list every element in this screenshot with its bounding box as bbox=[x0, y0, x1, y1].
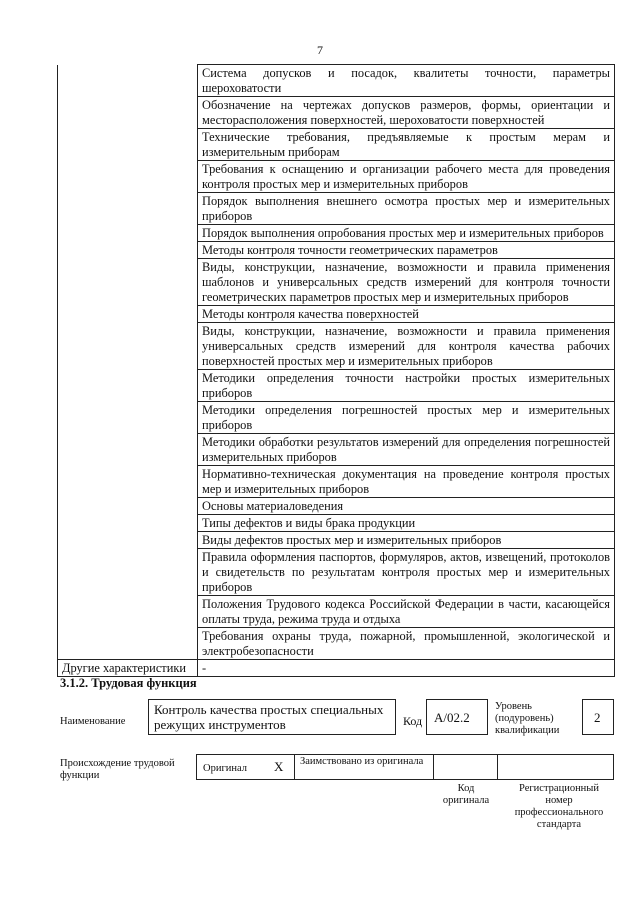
knowledge-item: Методики определения погрешностей простых мер и измерительных приборов bbox=[198, 402, 615, 434]
knowledge-row bbox=[58, 129, 615, 161]
knowledge-row bbox=[58, 259, 615, 306]
knowledge-item: Виды, конструкции, назначение, возможности и правила применения универсальных средств измерений для контроля качества рабочих поверхностей простых мер и измерительных приборов bbox=[198, 323, 615, 370]
origin-label: Происхождение трудовой функции bbox=[60, 758, 175, 781]
knowledge-row bbox=[58, 532, 615, 549]
knowledge-item: Виды дефектов простых мер и измерительных приборов bbox=[198, 532, 615, 549]
knowledge-row-blank bbox=[58, 498, 198, 515]
knowledge-row-blank bbox=[58, 532, 198, 549]
knowledge-row-blank bbox=[58, 225, 198, 242]
knowledge-row bbox=[58, 242, 615, 259]
knowledge-item: Порядок выполнения внешнего осмотра простых мер и измерительных приборов bbox=[198, 193, 615, 225]
other-characteristics-row bbox=[58, 660, 615, 677]
code-label: Код bbox=[403, 714, 423, 728]
knowledge-item: Правила оформления паспортов, формуляров, актов, извещений, протоколов и свидетельств по результатам контроля простых мер и измерительных приборов bbox=[198, 549, 615, 596]
knowledge-item: Основы материаловедения bbox=[198, 498, 615, 515]
knowledge-item: Нормативно-техническая документация на проведение контроля простых мер и измерительных приборов bbox=[198, 466, 615, 498]
knowledge-row bbox=[58, 225, 615, 242]
origin-code-caption: Код оригинала bbox=[442, 783, 490, 806]
knowledge-item: Положения Трудового кодекса Российской Федерации в части, касающейся оплаты труда, режима труда и отдыха bbox=[198, 596, 615, 628]
other-characteristics-value: - bbox=[198, 660, 615, 677]
original-label: Оригинал bbox=[203, 763, 247, 774]
knowledge-item: Требования к оснащению и организации рабочего места для проведения контроля простых мер и измерительных приборов bbox=[198, 161, 615, 193]
other-characteristics-label: Другие характеристики bbox=[58, 660, 198, 677]
knowledge-row bbox=[58, 323, 615, 370]
name-value: Контроль качества простых специальных режущих инструментов bbox=[154, 702, 384, 732]
knowledge-row bbox=[58, 306, 615, 323]
knowledge-row-blank bbox=[58, 129, 198, 161]
knowledge-row-blank bbox=[58, 549, 198, 596]
page-number: 7 bbox=[317, 43, 323, 57]
knowledge-row bbox=[58, 466, 615, 498]
knowledge-item: Методы контроля точности геометрических параметров bbox=[198, 242, 615, 259]
knowledge-row-blank bbox=[58, 161, 198, 193]
knowledge-item: Типы дефектов и виды брака продукции bbox=[198, 515, 615, 532]
knowledge-item: Технические требования, предъявляемые к простым мерам и измерительным приборам bbox=[198, 129, 615, 161]
knowledge-row-blank bbox=[58, 370, 198, 402]
knowledge-row-blank bbox=[58, 306, 198, 323]
knowledge-item: Порядок выполнения опробования простых мер и измерительных приборов bbox=[198, 225, 615, 242]
knowledge-row bbox=[58, 549, 615, 596]
knowledge-row bbox=[58, 65, 615, 97]
level-box bbox=[582, 699, 614, 735]
knowledge-row bbox=[58, 193, 615, 225]
knowledge-item: Методы контроля качества поверхностей bbox=[198, 306, 615, 323]
origin-box bbox=[196, 754, 614, 780]
knowledge-row bbox=[58, 434, 615, 466]
knowledge-row-blank bbox=[58, 323, 198, 370]
knowledge-item: Методики определения точности настройки простых измерительных приборов bbox=[198, 370, 615, 402]
knowledge-row-blank bbox=[58, 628, 198, 660]
knowledge-row-blank bbox=[58, 434, 198, 466]
knowledge-row bbox=[58, 370, 615, 402]
knowledge-row bbox=[58, 402, 615, 434]
reg-number-caption: Регистрационный номер профессионального стандарта bbox=[514, 783, 604, 830]
knowledge-item: Методики обработки результатов измерений для определения погрешностей измерительных приборов bbox=[198, 434, 615, 466]
section-heading: 3.1.2. Трудовая функция bbox=[60, 676, 197, 690]
knowledge-item: Требования охраны труда, пожарной, промышленной, экологической и электробезопасности bbox=[198, 628, 615, 660]
name-box bbox=[148, 699, 396, 735]
knowledge-row-blank bbox=[58, 259, 198, 306]
knowledge-row bbox=[58, 498, 615, 515]
knowledge-row-blank bbox=[58, 466, 198, 498]
knowledge-row-blank bbox=[58, 596, 198, 628]
knowledge-row bbox=[58, 628, 615, 660]
knowledge-item: Обозначение на чертежах допусков размеров, формы, ориентации и месторасположения поверхностей, шероховатости поверхностей bbox=[198, 97, 615, 129]
level-value: 2 bbox=[594, 710, 601, 725]
level-label: Уровень (подуровень) квалификации bbox=[495, 701, 560, 736]
knowledge-row-blank bbox=[58, 65, 198, 97]
code-box bbox=[426, 699, 488, 735]
knowledge-row bbox=[58, 161, 615, 193]
knowledge-row bbox=[58, 97, 615, 129]
knowledge-item: Система допусков и посадок, квалитеты точности, параметры шероховатости bbox=[198, 65, 615, 97]
knowledge-row-blank bbox=[58, 515, 198, 532]
knowledge-row-blank bbox=[58, 97, 198, 129]
code-value: А/02.2 bbox=[434, 710, 470, 725]
borrowed-label: Заимствовано из оригинала bbox=[300, 756, 424, 767]
original-mark: X bbox=[274, 759, 284, 774]
knowledge-row bbox=[58, 596, 615, 628]
knowledge-item: Виды, конструкции, назначение, возможности и правила применения шаблонов и универсальных средств измерений для контроля точности геометрических параметров простых мер и измерительных приборов bbox=[198, 259, 615, 306]
knowledge-row-blank bbox=[58, 242, 198, 259]
knowledge-table bbox=[57, 64, 615, 677]
knowledge-row bbox=[58, 515, 615, 532]
knowledge-row-blank bbox=[58, 193, 198, 225]
knowledge-row-blank bbox=[58, 402, 198, 434]
name-label: Наименование bbox=[60, 716, 126, 727]
